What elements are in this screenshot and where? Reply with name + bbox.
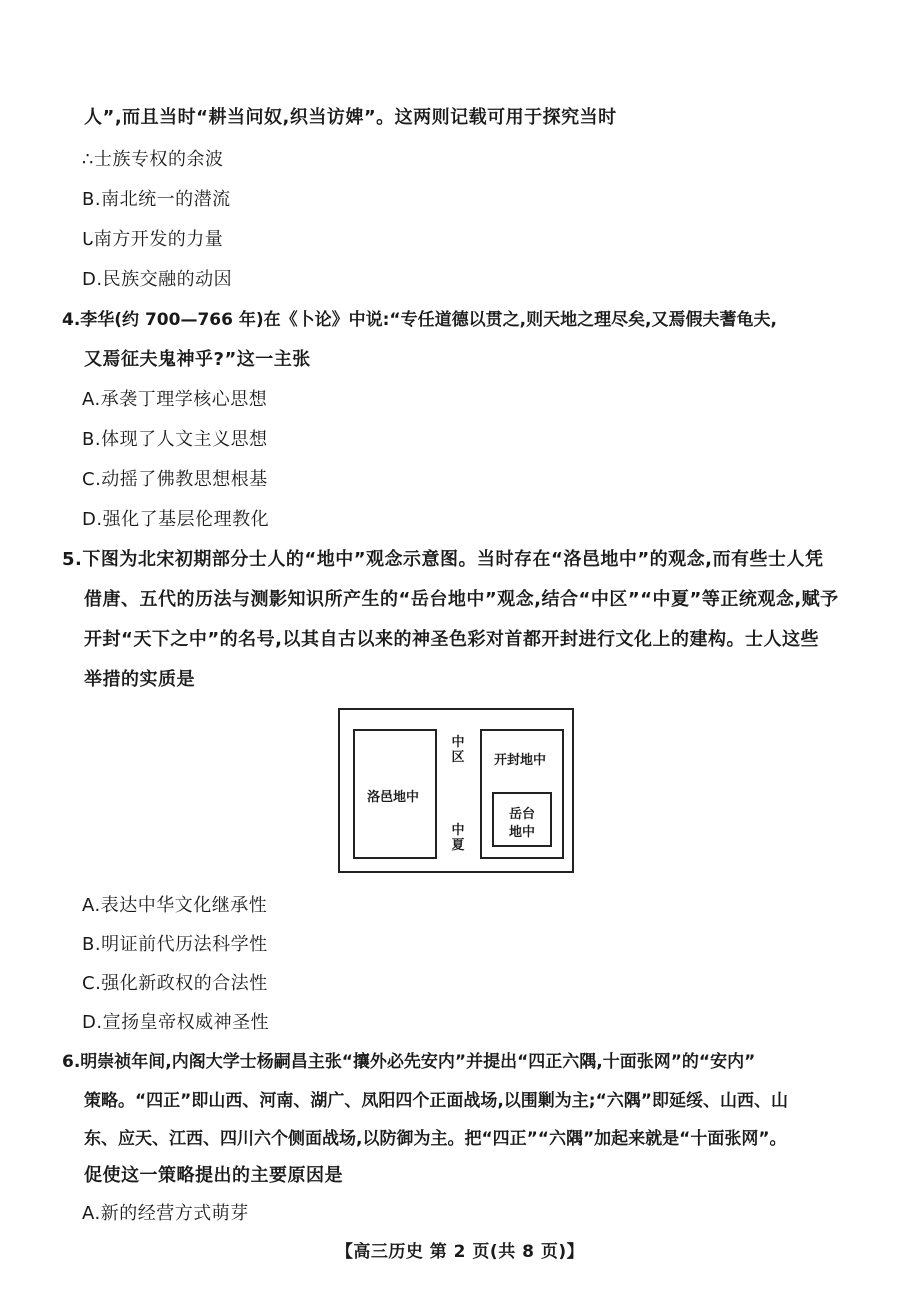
earth-center-diagram <box>338 708 574 873</box>
yuetai-box <box>492 792 552 847</box>
q4-option-a: A.承袭丁理学核心思想 <box>82 389 268 410</box>
q3-option-d: D.民族交融的动因 <box>82 269 233 290</box>
q5-option-d: D.宣扬皇帝权威神圣性 <box>82 1012 270 1033</box>
q5-stem-line-2: 借唐、五代的历法与测影知识所产生的“岳台地中”观念,结合“中区”“中夏”等正统观念,赋予 <box>84 589 839 610</box>
q5-stem-line-3: 开封“天下之中”的名号,以其自古以来的神圣色彩对首都开封进行文化上的建构。士人这些 <box>84 629 819 650</box>
q6-stem-line-2: 策略。“四正”即山西、河南、湖广、凤阳四个正面战场,以围剿为主;“六隅”即延绥、山西、山 <box>84 1091 788 1111</box>
q4-stem-line-2: 又焉征夫鬼神乎?”这一主张 <box>84 349 311 370</box>
q3-option-a: ∴士族专权的余波 <box>82 149 224 170</box>
q4-option-b: B.体现了人文主义思想 <box>82 429 268 450</box>
q5-stem-line-1: 5.下图为北宋初期部分士人的“地中”观念示意图。当时存在“洛邑地中”的观念,而有些士人凭 <box>62 549 824 570</box>
q5-option-c: C.强化新政权的合法性 <box>82 973 268 994</box>
yuetai-label-2: 地中 <box>509 825 536 840</box>
q3-stem-tail: 人”,而且当时“耕当问奴,织当访婢”。这两则记载可用于探究当时 <box>84 107 617 128</box>
q5-option-a: A.表达中华文化继承性 <box>82 895 268 916</box>
q4-option-d: D.强化了基层伦理教化 <box>82 509 270 530</box>
q6-stem-line-4: 促使这一策略提出的主要原因是 <box>84 1165 343 1186</box>
q3-option-b: B.南北统一的潜流 <box>82 189 231 210</box>
q3-option-c: ᒐ南方开发的力量 <box>82 229 224 250</box>
q6-stem-line-3: 东、应天、江西、四川六个侧面战场,以防御为主。把“四正”“六隅”加起来就是“十面张网”。 <box>84 1129 787 1149</box>
luoyi-box <box>353 729 437 859</box>
yuetai-label-1: 岳台 <box>509 807 536 822</box>
page-footer: 【高三历史 第 2 页(共 8 页)】 <box>335 1242 585 1262</box>
q4-stem-line-1: 4.李华(约 700—766 年)在《卜论》中说:“专任道德以贯之,则天地之理尽矣,又焉假夫蓍龟夫, <box>62 310 777 330</box>
kaifeng-box <box>480 729 564 859</box>
q4-option-c: C.动摇了佛教思想根基 <box>82 469 268 490</box>
q6-option-a: A.新的经营方式萌芽 <box>82 1203 249 1224</box>
zhongqu-label: 中区 <box>451 735 465 765</box>
q5-option-b: B.明证前代历法科学性 <box>82 934 268 955</box>
q6-stem-line-1: 6.明崇祯年间,内阁大学士杨嗣昌主张“攘外必先安内”并提出“四正六隅,十面张网”的“安内” <box>62 1052 756 1072</box>
kaifeng-label: 开封地中 <box>494 753 547 768</box>
luoyi-label: 洛邑地中 <box>367 790 420 805</box>
zhongxia-label: 中夏 <box>451 823 465 853</box>
q5-stem-line-4: 举措的实质是 <box>84 669 195 690</box>
